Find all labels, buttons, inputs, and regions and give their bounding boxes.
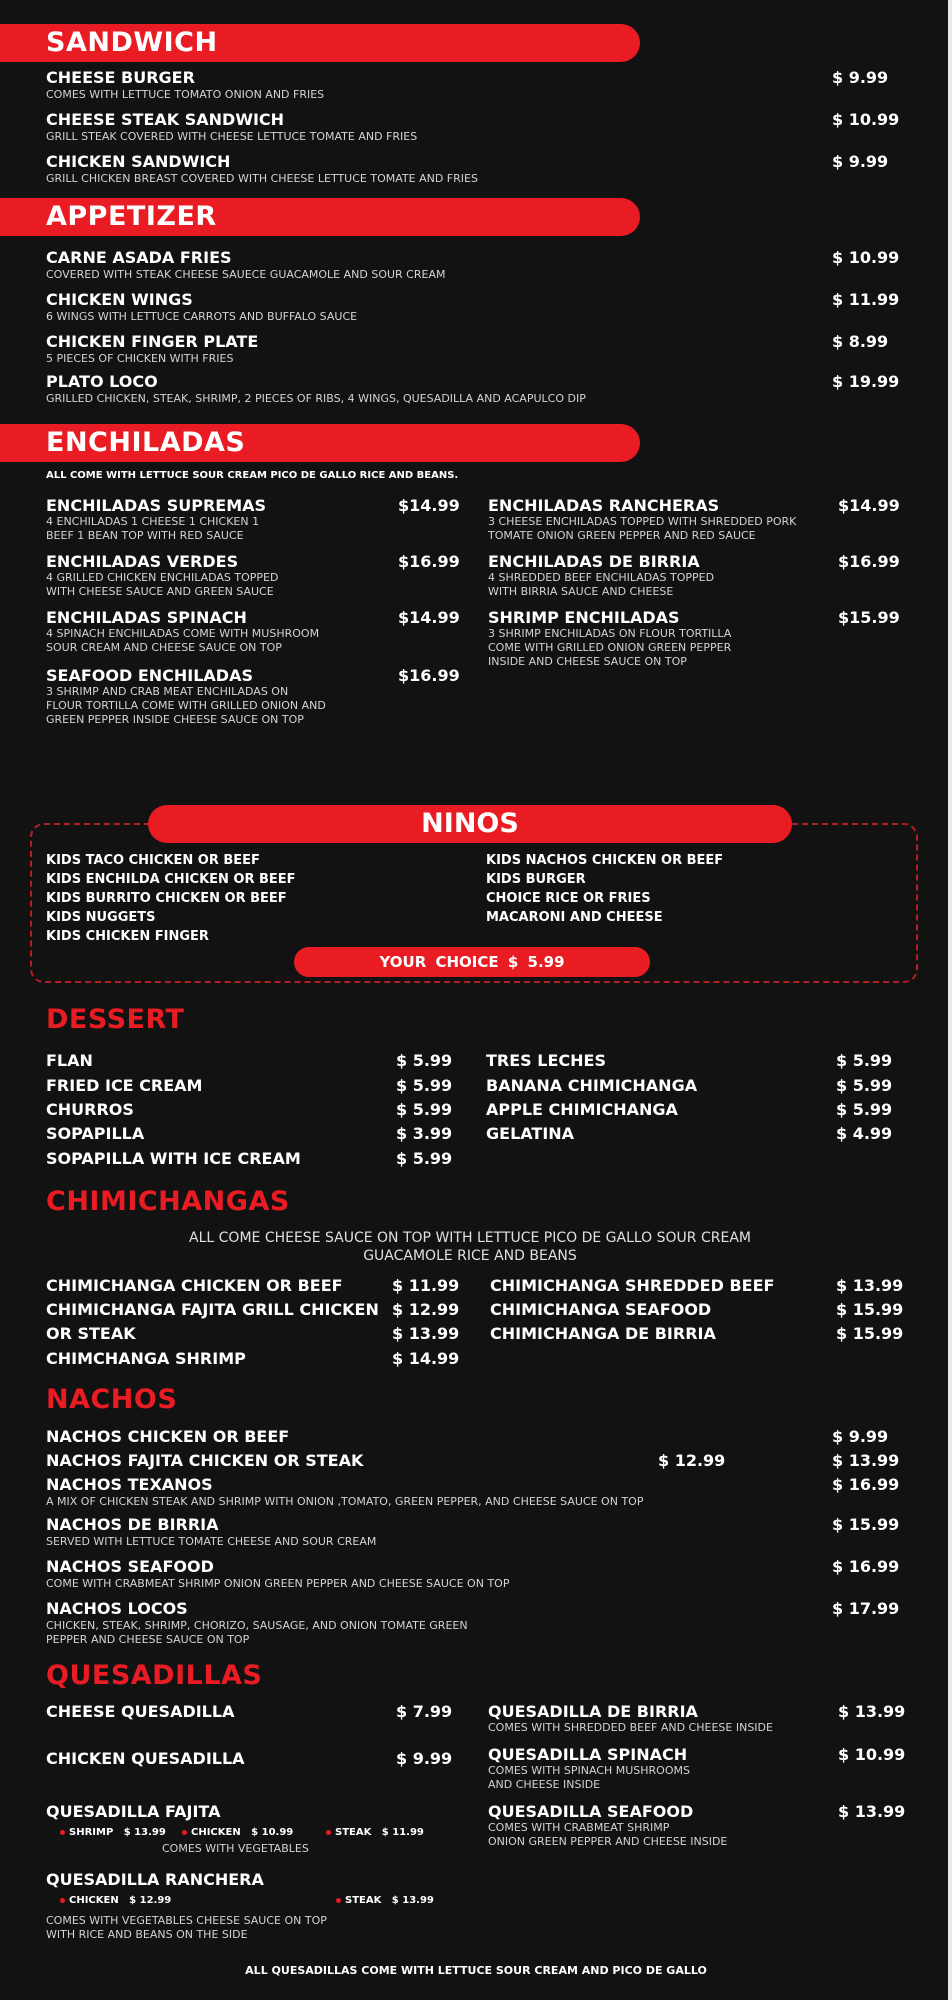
enchiladas-note: ALL COME WITH LETTUCE SOUR CREAM PICO DE GALLO RICE AND BEANS. [46,470,459,481]
dessert-item: FRIED ICE CREAM [46,1076,203,1095]
bullet-icon [60,1830,65,1835]
chimichanga-item: CHIMICHANGA SEAFOOD [490,1300,712,1319]
item-enchiladas-verdes-desc2: WITH CHEESE SAUCE AND GREEN SAUCE [46,585,274,598]
kids-item: KIDS NUGGETS [46,910,156,925]
sandwich-banner: SANDWICH [0,24,640,62]
nachos-price: $ 13.99 [832,1451,900,1470]
your-choice-price: $ 5.99 [507,953,565,971]
dessert-item: SOPAPILLA WITH ICE CREAM [46,1149,301,1168]
nachos-desc: CHICKEN, STEAK, SHRIMP, CHORIZO, SAUSAGE, AND ONION TOMATE GREEN [46,1619,468,1632]
page-edge [948,0,952,2000]
item-cheese-burger: CHEESE BURGER [46,68,195,87]
item-enchiladas-supremas-price: $14.99 [398,496,460,515]
kids-item: KIDS CHICKEN FINGER [46,929,209,944]
item-enchiladas-spinach-desc2: SOUR CREAM AND CHEESE SAUCE ON TOP [46,641,282,654]
chimichanga-item: CHIMICHANGA FAJITA GRILL CHICKEN [46,1300,379,1319]
item-enchiladas-verdes-price: $16.99 [398,552,460,571]
nachos-item: NACHOS SEAFOOD [46,1557,214,1576]
your-choice-label: YOUR CHOICE [379,953,499,971]
kids-item: KIDS BURGER [486,872,586,887]
quesadilla-cheese: CHEESE QUESADILLA [46,1702,235,1721]
appetizer-banner: APPETIZER [0,198,640,236]
item-cheese-burger-desc: COMES WITH LETTUCE TOMATO ONION AND FRIES [46,88,325,101]
dessert-price: $ 5.99 [836,1076,893,1095]
item-seafood-enchiladas-desc2: FLOUR TORTILLA COME WITH GRILLED ONION AND [46,699,326,712]
chimichanga-price: $ 15.99 [836,1324,904,1343]
fajita-option-shrimp: SHRIMP $ 13.99 [60,1826,166,1839]
dessert-heading: DESSERT [46,1004,185,1035]
dessert-item: APPLE CHIMICHANGA [486,1100,678,1119]
nachos-desc: A MIX OF CHICKEN STEAK AND SHRIMP WITH ONION ,TOMATO, GREEN PEPPER, AND CHEESE SAUCE ON TOP [46,1495,644,1508]
item-carne-asada-fries-price: $ 10.99 [832,248,900,267]
dessert-price: $ 5.99 [396,1076,453,1095]
dessert-price: $ 4.99 [836,1124,893,1143]
item-chicken-wings: CHICKEN WINGS [46,290,193,309]
chimichanga-item: CHIMCHANGA SHRIMP [46,1349,246,1368]
item-shrimp-enchiladas-price: $15.99 [838,608,900,627]
nachos-price: $ 16.99 [832,1557,900,1576]
bullet-icon [336,1898,341,1903]
kids-item: CHOICE RICE OR FRIES [486,891,651,906]
item-seafood-enchiladas-desc3: GREEN PEPPER INSIDE CHEESE SAUCE ON TOP [46,713,304,726]
quesadilla-seafood: QUESADILLA SEAFOOD [488,1802,694,1821]
enchiladas-banner: ENCHILADAS [0,424,640,462]
item-shrimp-enchiladas-desc2: COME WITH GRILLED ONION GREEN PEPPER [488,641,732,654]
item-shrimp-enchiladas-desc1: 3 SHRIMP ENCHILADAS ON FLOUR TORTILLA [488,627,732,640]
chimichanga-item: CHIMICHANGA DE BIRRIA [490,1324,716,1343]
dessert-price: $ 3.99 [396,1124,453,1143]
dessert-price: $ 5.99 [836,1100,893,1119]
chimichanga-item: CHIMICHANGA SHREDDED BEEF [490,1276,775,1295]
kids-item: KIDS ENCHILDA CHICKEN OR BEEF [46,872,296,887]
nachos-heading: NACHOS [46,1384,178,1415]
item-plato-loco-desc: GRILLED CHICKEN, STEAK, SHRIMP, 2 PIECES OF RIBS, 4 WINGS, QUESADILLA AND ACAPULCO DIP [46,392,586,405]
item-carne-asada-fries: CARNE ASADA FRIES [46,248,232,267]
chimichanga-price: $ 12.99 [392,1300,460,1319]
dessert-price: $ 5.99 [396,1051,453,1070]
kids-item: KIDS NACHOS CHICKEN OR BEEF [486,853,724,868]
bullet-icon [326,1830,331,1835]
ranchera-option-chicken: CHICKEN $ 12.99 [60,1894,171,1907]
dessert-item: SOPAPILLA [46,1124,145,1143]
quesadilla-spinach-desc1: COMES WITH SPINACH MUSHROOMS [488,1764,690,1777]
bullet-icon [60,1898,65,1903]
quesadilla-ranchera: QUESADILLA RANCHERA [46,1870,264,1889]
nachos-mid-price: $ 12.99 [658,1451,726,1470]
item-chicken-wings-desc: 6 WINGS WITH LETTUCE CARROTS AND BUFFALO SAUCE [46,310,358,323]
dessert-item: CHURROS [46,1100,134,1119]
chimichanga-price: $ 15.99 [836,1300,904,1319]
quesadilla-seafood-desc1: COMES WITH CRABMEAT SHRIMP [488,1821,670,1834]
item-cheese-steak-sandwich-price: $ 10.99 [832,110,900,129]
quesadilla-fajita-desc: COMES WITH VEGETABLES [162,1842,309,1855]
quesadilla-ranchera-desc1: COMES WITH VEGETABLES CHEESE SAUCE ON TOP [46,1914,327,1927]
item-seafood-enchiladas-price: $16.99 [398,666,460,685]
item-chicken-sandwich-price: $ 9.99 [832,152,889,171]
quesadilla-cheese-price: $ 7.99 [396,1702,453,1721]
item-enchiladas-spinach: ENCHILADAS SPINACH [46,608,247,627]
chimichanga-price: $ 13.99 [392,1324,460,1343]
dessert-item: GELATINA [486,1124,575,1143]
quesadilla-chicken: CHICKEN QUESADILLA [46,1749,245,1768]
chimichangas-note-line1: ALL COME CHEESE SAUCE ON TOP WITH LETTUCE PICO DE GALLO SOUR CREAM [189,1230,751,1246]
nachos-price: $ 9.99 [832,1427,889,1446]
item-enchiladas-de-birria: ENCHILADAS DE BIRRIA [488,552,700,571]
quesadilla-fajita: QUESADILLA FAJITA [46,1802,221,1821]
item-enchiladas-spinach-price: $14.99 [398,608,460,627]
item-enchiladas-de-birria-desc1: 4 SHREDDED BEEF ENCHILADAS TOPPED [488,571,715,584]
kids-item: KIDS TACO CHICKEN OR BEEF [46,853,260,868]
item-enchiladas-rancheras: ENCHILADAS RANCHERAS [488,496,720,515]
quesadilla-de-birria: QUESADILLA DE BIRRIA [488,1702,698,1721]
item-seafood-enchiladas: SEAFOOD ENCHILADAS [46,666,253,685]
item-shrimp-enchiladas: SHRIMP ENCHILADAS [488,608,680,627]
quesadilla-seafood-desc2: ONION GREEN PEPPER AND CHEESE INSIDE [488,1835,728,1848]
item-enchiladas-rancheras-desc2: TOMATE ONION GREEN PEPPER AND RED SAUCE [488,529,756,542]
chimichangas-note-line2: GUACAMOLE RICE AND BEANS [363,1248,577,1264]
item-chicken-sandwich-desc: GRILL CHICKEN BREAST COVERED WITH CHEESE LETTUCE TOMATE AND FRIES [46,172,478,185]
chimichanga-price: $ 11.99 [392,1276,460,1295]
ninos-banner: NINOS [148,805,792,843]
chimichanga-price: $ 14.99 [392,1349,460,1368]
dessert-price: $ 5.99 [396,1100,453,1119]
item-cheese-steak-sandwich: CHEESE STEAK SANDWICH [46,110,285,129]
dessert-price: $ 5.99 [396,1149,453,1168]
item-chicken-wings-price: $ 11.99 [832,290,900,309]
kids-item: KIDS BURRITO CHICKEN OR BEEF [46,891,287,906]
chimichangas-note [60,1229,880,1265]
quesadillas-heading: QUESADILLAS [46,1660,263,1691]
item-chicken-finger-plate-price: $ 8.99 [832,332,889,351]
item-chicken-finger-plate-desc: 5 PIECES OF CHICKEN WITH FRIES [46,352,234,365]
item-carne-asada-fries-desc: COVERED WITH STEAK CHEESE SAUECE GUACAMOLE AND SOUR CREAM [46,268,446,281]
quesadilla-chicken-price: $ 9.99 [396,1749,453,1768]
quesadilla-spinach-desc2: AND CHEESE INSIDE [488,1778,601,1791]
dessert-price: $ 5.99 [836,1051,893,1070]
fajita-option-steak: STEAK $ 11.99 [326,1826,424,1839]
dessert-item: FLAN [46,1051,93,1070]
nachos-item: NACHOS CHICKEN OR BEEF [46,1427,290,1446]
nachos-desc: SERVED WITH LETTUCE TOMATE CHEESE AND SOUR CREAM [46,1535,377,1548]
item-enchiladas-supremas-desc2: BEEF 1 BEAN TOP WITH RED SAUCE [46,529,244,542]
item-enchiladas-rancheras-desc1: 3 CHEESE ENCHILADAS TOPPED WITH SHREDDED PORK [488,515,797,528]
dessert-item: TRES LECHES [486,1051,606,1070]
item-chicken-sandwich: CHICKEN SANDWICH [46,152,231,171]
nachos-item: NACHOS LOCOS [46,1599,188,1618]
item-plato-loco: PLATO LOCO [46,372,158,391]
item-cheese-steak-sandwich-desc: GRILL STEAK COVERED WITH CHEESE LETTUCE TOMATE AND FRIES [46,130,418,143]
item-plato-loco-price: $ 19.99 [832,372,900,391]
quesadilla-ranchera-desc2: WITH RICE AND BEANS ON THE SIDE [46,1928,248,1941]
nachos-item: NACHOS DE BIRRIA [46,1515,219,1534]
quesadilla-spinach-price: $ 10.99 [838,1745,906,1764]
quesadilla-de-birria-desc: COMES WITH SHREDDED BEEF AND CHEESE INSIDE [488,1721,773,1734]
item-enchiladas-de-birria-price: $16.99 [838,552,900,571]
nachos-price: $ 16.99 [832,1475,900,1494]
your-choice-pill [294,947,650,977]
item-enchiladas-supremas-desc1: 4 ENCHILADAS 1 CHEESE 1 CHICKEN 1 [46,515,260,528]
kids-item: MACARONI AND CHEESE [486,910,663,925]
item-enchiladas-verdes-desc1: 4 GRILLED CHICKEN ENCHILADAS TOPPED [46,571,279,584]
item-seafood-enchiladas-desc1: 3 SHRIMP AND CRAB MEAT ENCHILADAS ON [46,685,289,698]
chimichangas-heading: CHIMICHANGAS [46,1186,290,1217]
quesadilla-de-birria-price: $ 13.99 [838,1702,906,1721]
chimichanga-item: CHIMICHANGA CHICKEN OR BEEF [46,1276,343,1295]
fajita-option-chicken: CHICKEN $ 10.99 [182,1826,293,1839]
quesadilla-seafood-price: $ 13.99 [838,1802,906,1821]
dessert-item: BANANA CHIMICHANGA [486,1076,698,1095]
item-enchiladas-rancheras-price: $14.99 [838,496,900,515]
item-chicken-finger-plate: CHICKEN FINGER PLATE [46,332,259,351]
item-enchiladas-verdes: ENCHILADAS VERDES [46,552,239,571]
chimichanga-price: $ 13.99 [836,1276,904,1295]
nachos-price: $ 15.99 [832,1515,900,1534]
quesadilla-spinach: QUESADILLA SPINACH [488,1745,688,1764]
item-shrimp-enchiladas-desc3: INSIDE AND CHEESE SAUCE ON TOP [488,655,687,668]
nachos-item: NACHOS TEXANOS [46,1475,213,1494]
item-enchiladas-de-birria-desc2: WITH BIRRIA SAUCE AND CHEESE [488,585,674,598]
nachos-price: $ 17.99 [832,1599,900,1618]
chimichanga-item: OR STEAK [46,1324,136,1343]
item-enchiladas-spinach-desc1: 4 SPINACH ENCHILADAS COME WITH MUSHROOM [46,627,320,640]
nachos-desc: COME WITH CRABMEAT SHRIMP ONION GREEN PEPPER AND CHEESE SAUCE ON TOP [46,1577,510,1590]
bullet-icon [182,1830,187,1835]
ranchera-option-steak: STEAK $ 13.99 [336,1894,434,1907]
item-enchiladas-supremas: ENCHILADAS SUPREMAS [46,496,267,515]
item-cheese-burger-price: $ 9.99 [832,68,889,87]
quesadillas-footer-note: ALL QUESADILLAS COME WITH LETTUCE SOUR CREAM AND PICO DE GALLO [245,1964,707,1977]
nachos-desc: PEPPER AND CHEESE SAUCE ON TOP [46,1633,250,1646]
nachos-item: NACHOS FAJITA CHICKEN OR STEAK [46,1451,364,1470]
